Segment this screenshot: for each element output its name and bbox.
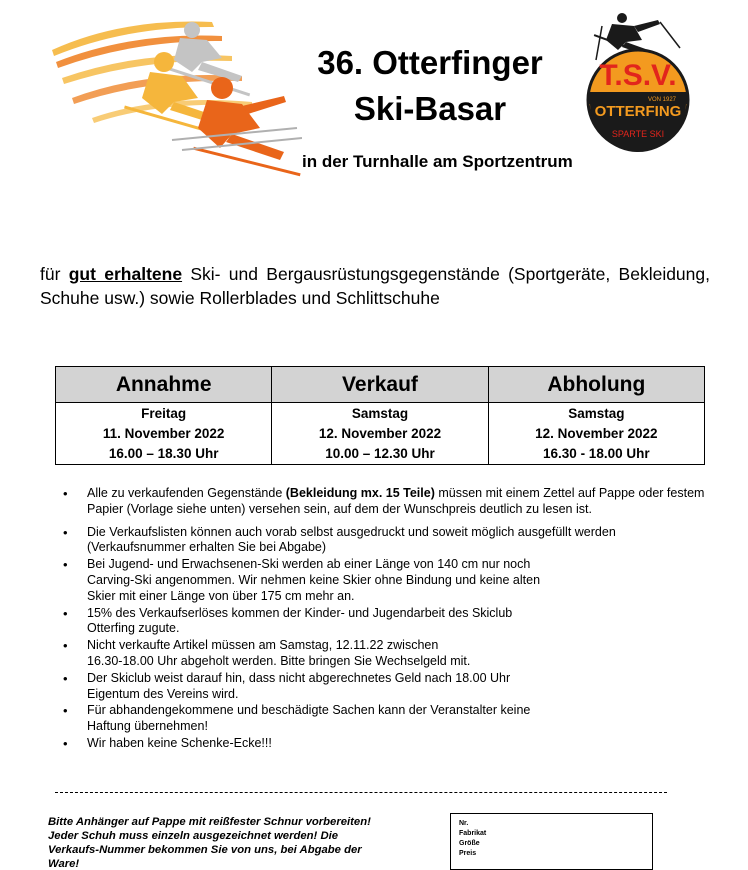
rule-text: Die Verkaufslisten können auch vorab selbst ausgedruckt und soweit möglich ausgefüllt werden xyxy=(87,524,616,539)
annahme-time: 16.00 – 18.30 Uhr xyxy=(108,446,219,461)
tag-field-preis: Preis xyxy=(459,850,477,857)
tag-instructions xyxy=(48,815,413,870)
rules-list xyxy=(60,486,710,753)
rule-text: Alle zu verkaufenden Gegenstände xyxy=(87,486,286,500)
rule-text: Nicht verkaufte Artikel müssen am Samstag, 12.11.22 zwischen xyxy=(87,638,439,653)
annahme-day: Freitag xyxy=(141,406,187,421)
verkauf-date: 12. November 2022 xyxy=(318,426,442,441)
intro-paragraph xyxy=(40,262,710,310)
rule-text: Skier mit einer Länge von über 175 cm mehr an. xyxy=(87,588,355,603)
rule-text: Für abhandengekommene und beschädigte Sachen kann der Veranstalter keine xyxy=(87,703,531,718)
note-line: Bitte Anhänger auf Pappe mit reißfester Schnur vorbereiten! xyxy=(48,816,371,828)
header-verkauf: Verkauf xyxy=(272,367,488,403)
note-line: Verkaufs-Nummer bekommen Sie von uns, bei Abgabe der xyxy=(48,844,362,856)
rule-text: (Verkaufsnummer erhalten Sie bei Abgabe) xyxy=(87,540,327,555)
rule-text: Eigentum des Vereins wird. xyxy=(87,686,239,701)
abholung-date: 12. November 2022 xyxy=(535,426,658,441)
header-annahme: Annahme xyxy=(56,367,272,403)
rule-item xyxy=(60,486,710,518)
schedule-row xyxy=(56,403,705,465)
schedule-cell-verkauf xyxy=(272,403,488,465)
note-line: Ware! xyxy=(48,858,80,870)
rule-item xyxy=(60,671,710,703)
rule-text: Der Skiclub weist darauf hin, dass nicht abgerechnetes Geld nach 18.00 Uhr xyxy=(87,670,511,685)
rule-text: Bei Jugend- und Erwachsenen-Ski werden ab einer Länge von 140 cm nur noch xyxy=(87,557,531,572)
rule-text: 15% des Verkaufserlöses kommen der Kinder- und Jugendarbeit des Skiclub xyxy=(87,605,513,620)
skier-illustration xyxy=(52,10,302,180)
intro-prefix: für xyxy=(40,264,69,284)
schedule-cell-annahme xyxy=(56,403,272,465)
abholung-day: Samstag xyxy=(568,406,625,421)
abholung-time: 16.30 - 18.00 Uhr xyxy=(543,446,650,461)
annahme-date: 11. November 2022 xyxy=(102,426,225,441)
event-location: in der Turnhalle am Sportzentrum xyxy=(302,152,573,171)
event-title-line2: Ski-Basar xyxy=(353,90,507,127)
logo-bottom-text: SPARTE SKI xyxy=(611,129,665,139)
header-abholung: Abholung xyxy=(488,367,704,403)
rule-item xyxy=(60,606,710,638)
rule-item xyxy=(60,557,710,604)
rule-text: müssen mit einem Zettel auf Pappe oder festem Papier (Vorlage siehe unten) versehen sein, auf dem der Wunschpreis deutlich zu lesen ist. xyxy=(87,486,705,516)
rule-text: Carving-Ski angenommen. Wir nehmen keine Skier ohne Bindung und keine alten xyxy=(87,572,541,587)
price-tag-template xyxy=(450,813,653,870)
logo-top-text: T.S.V. xyxy=(599,59,677,92)
skier-orange xyxy=(193,77,300,176)
verkauf-day: Samstag xyxy=(351,406,409,421)
tsv-otterfing-logo xyxy=(582,12,694,152)
schedule-cell-abholung xyxy=(488,403,704,465)
cut-line xyxy=(55,792,667,793)
rule-text: Wir haben keine Schenke-Ecke!!! xyxy=(87,735,272,750)
tag-field-groesse: Größe xyxy=(459,840,480,847)
event-title-line1: 36. Otterfinger xyxy=(317,44,543,81)
intro-rest: Ski- und Bergausrüstungsgegenstände (Sportgeräte, Bekleidung, Schuhe usw.) sowie Rollerblades und Schlittschuhe xyxy=(40,264,710,308)
rule-item xyxy=(60,638,710,670)
logo-name-text: OTTERFING xyxy=(594,103,682,120)
tag-field-fabrikat: Fabrikat xyxy=(459,830,487,837)
note-line: Jeder Schuh muss einzeln ausgezeichnet werden! Die xyxy=(48,830,339,842)
schedule-header-row xyxy=(56,367,705,403)
rule-item xyxy=(60,703,710,735)
logo-year-text: VON 1927 xyxy=(647,97,677,103)
rule-text: 16.30-18.00 Uhr abgeholt werden. Bitte bringen Sie Wechselgeld mit. xyxy=(87,653,471,668)
tag-field-nr: Nr. xyxy=(459,820,469,827)
rule-item xyxy=(60,736,710,752)
rule-item xyxy=(60,525,710,557)
intro-emphasis: gut erhaltene xyxy=(68,264,183,284)
schedule-table xyxy=(55,366,705,465)
rule-text: Otterfing zugute. xyxy=(87,621,180,636)
rule-bold-text: (Bekleidung mx. 15 Teile) xyxy=(285,486,435,500)
rule-text: Haftung übernehmen! xyxy=(87,719,208,734)
verkauf-time: 10.00 – 12.30 Uhr xyxy=(325,446,435,461)
